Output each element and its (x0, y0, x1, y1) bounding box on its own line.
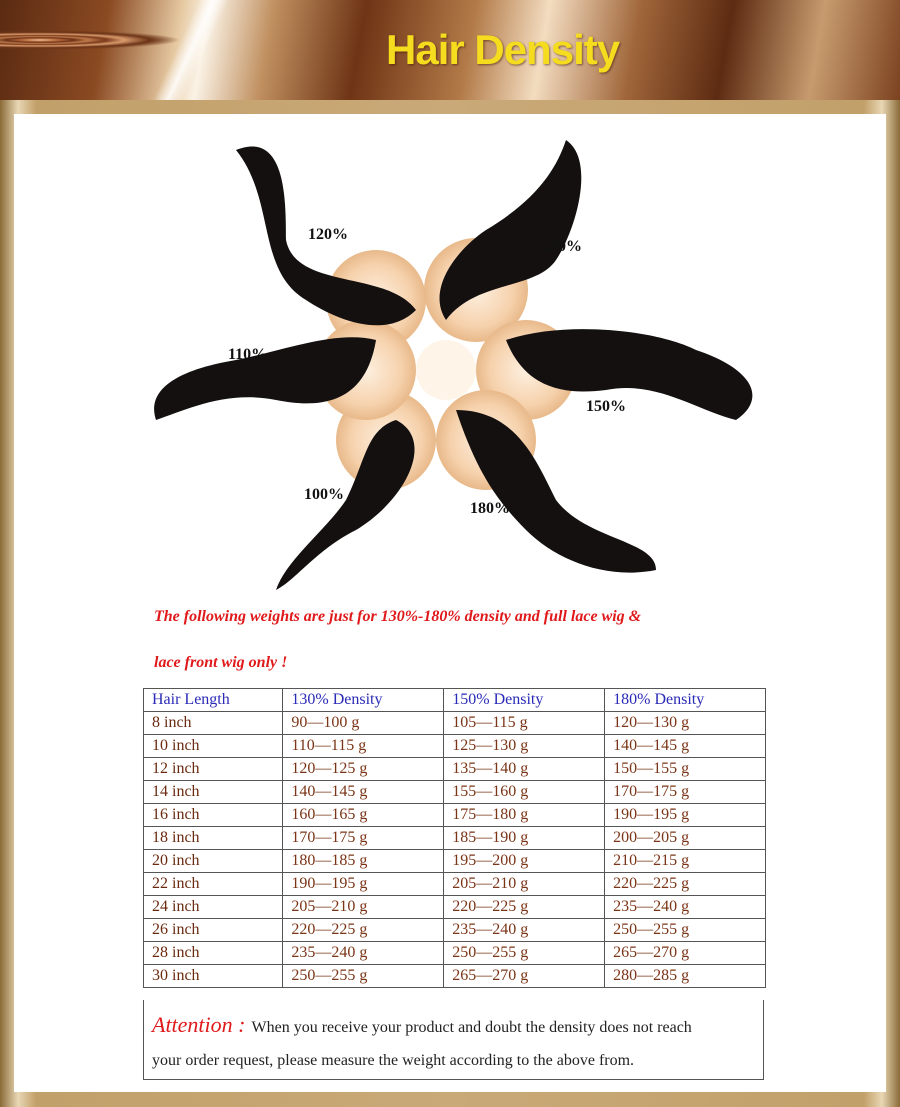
header-banner (0, 0, 900, 100)
attention-line-1 (152, 1012, 692, 1038)
cell-130: 120—125 g (283, 758, 444, 781)
label-180: 180% (470, 500, 510, 517)
cell-130: 190—195 g (283, 873, 444, 896)
cell-150: 250—255 g (444, 942, 605, 965)
table-row (144, 896, 766, 919)
cell-180: 140—145 g (605, 735, 766, 758)
attention-text-1: When you receive your product and doubt the density does not reach (251, 1019, 692, 1036)
table-row (144, 965, 766, 988)
table-row (144, 942, 766, 965)
table-row (144, 850, 766, 873)
cell-length: 12 inch (144, 758, 283, 781)
cell-150: 205—210 g (444, 873, 605, 896)
header-180-density: 180% Density (605, 689, 766, 712)
cell-150: 235—240 g (444, 919, 605, 942)
hair-swatch-180 (456, 410, 656, 573)
attention-text-2: your order request, please measure the weight according to the above from. (152, 1052, 635, 1069)
label-110: 110% (228, 346, 268, 363)
table-row (144, 781, 766, 804)
header-130-density: 130% Density (283, 689, 444, 712)
cell-180: 200—205 g (605, 827, 766, 850)
cell-130: 160—165 g (283, 804, 444, 827)
cell-130: 110—115 g (283, 735, 444, 758)
cell-180: 235—240 g (605, 896, 766, 919)
lace-center (416, 340, 476, 400)
cell-length: 18 inch (144, 827, 283, 850)
cell-180: 250—255 g (605, 919, 766, 942)
header-hair-length: Hair Length (144, 689, 283, 712)
attention-box (143, 1000, 764, 1080)
cell-130: 220—225 g (283, 919, 444, 942)
cell-180: 220—225 g (605, 873, 766, 896)
cell-length: 10 inch (144, 735, 283, 758)
cell-length: 20 inch (144, 850, 283, 873)
cell-150: 220—225 g (444, 896, 605, 919)
cell-180: 150—155 g (605, 758, 766, 781)
cell-length: 28 inch (144, 942, 283, 965)
cell-150: 175—180 g (444, 804, 605, 827)
cell-150: 105—115 g (444, 712, 605, 735)
cell-150: 135—140 g (444, 758, 605, 781)
page-title: Hair Density (386, 26, 620, 73)
cell-150: 155—160 g (444, 781, 605, 804)
cell-130: 170—175 g (283, 827, 444, 850)
table-header-row (144, 689, 766, 712)
cell-150: 185—190 g (444, 827, 605, 850)
cell-180: 280—285 g (605, 965, 766, 988)
table-row (144, 758, 766, 781)
cell-length: 30 inch (144, 965, 283, 988)
cell-180: 190—195 g (605, 804, 766, 827)
table-row (144, 919, 766, 942)
table-row (144, 712, 766, 735)
label-100: 100% (304, 486, 344, 503)
cell-180: 265—270 g (605, 942, 766, 965)
notice-line-2: lace front wig only ! (154, 654, 288, 671)
header-150-density: 150% Density (444, 689, 605, 712)
cell-130: 205—210 g (283, 896, 444, 919)
table-row (144, 735, 766, 758)
cell-130: 250—255 g (283, 965, 444, 988)
cell-length: 8 inch (144, 712, 283, 735)
cell-130: 235—240 g (283, 942, 444, 965)
notice-line-1: The following weights are just for 130%-180% density and full lace wig & (154, 608, 642, 625)
cell-150: 125—130 g (444, 735, 605, 758)
cell-150: 195—200 g (444, 850, 605, 873)
cell-130: 140—145 g (283, 781, 444, 804)
cell-length: 22 inch (144, 873, 283, 896)
cell-length: 14 inch (144, 781, 283, 804)
table-row (144, 804, 766, 827)
cell-130: 90—100 g (283, 712, 444, 735)
table-row (144, 827, 766, 850)
label-130: 130% (542, 238, 582, 255)
label-120: 120% (308, 226, 348, 243)
cell-length: 24 inch (144, 896, 283, 919)
header-decor-stripe (153, 0, 230, 100)
cell-180: 120—130 g (605, 712, 766, 735)
cell-180: 170—175 g (605, 781, 766, 804)
cell-length: 16 inch (144, 804, 283, 827)
cell-length: 26 inch (144, 919, 283, 942)
attention-heading: Attention : (152, 1012, 246, 1037)
cell-180: 210—215 g (605, 850, 766, 873)
table-row (144, 873, 766, 896)
hair-weight-table (143, 688, 766, 988)
cell-150: 265—270 g (444, 965, 605, 988)
cell-130: 180—185 g (283, 850, 444, 873)
label-150: 150% (586, 398, 626, 415)
